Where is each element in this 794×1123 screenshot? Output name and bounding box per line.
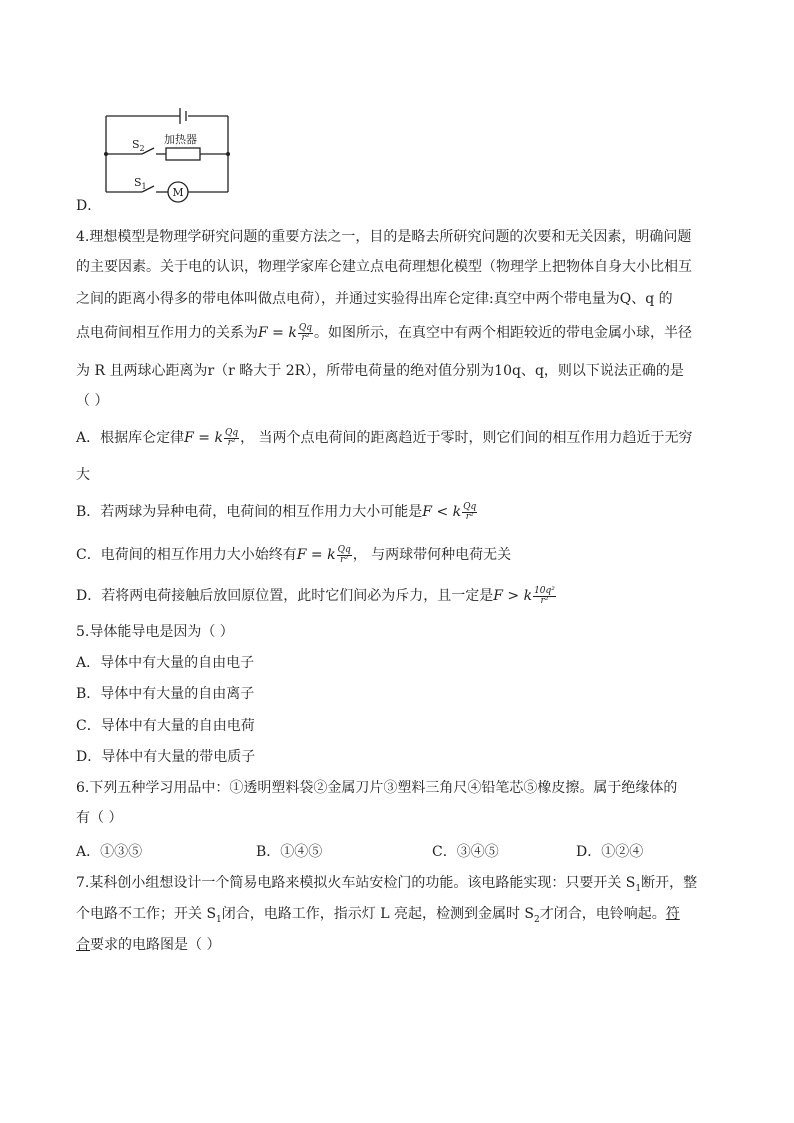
q6-option-c: C．③④⑤ — [432, 844, 499, 860]
q5-option-c: C．导体中有大量的自由电荷 — [76, 718, 255, 734]
q3-option-d: D． — [76, 198, 102, 214]
q4-option-c: C．电荷间的相互作用力大小始终有F = k $\frac{Qq}{\text{r²}}$ ， 与两球带何种电荷无关 — [76, 544, 512, 565]
q4-line-1: 4.理想模型是物理学研究问题的重要方法之一，目的是略去所研究问题的次要和无关因素，明确问题 — [76, 229, 692, 245]
q4-option-a-cont: 大 — [76, 467, 90, 483]
q7-line-3: 合要求的电路图是（ ） — [76, 937, 221, 953]
s2-subscript: 2 — [139, 144, 145, 153]
q5-option-b: B．导体中有大量的自由离子 — [76, 686, 255, 702]
q5-option-a: A．导体中有大量的自由电子 — [76, 655, 255, 671]
q4-line-6: （ ） — [76, 393, 109, 409]
s1-subscript: 1 — [141, 182, 147, 191]
s1-label: S — [134, 176, 142, 189]
formula-a: F = k $\frac{Qq}{\text{r²}}$ — [184, 427, 239, 448]
q4-line-4-pre: 点电荷间相互作用力的关系为 — [76, 325, 258, 341]
q4-option-d: D．若将两电荷接触后放回原位置，此时它们间必为斥力，且一定是F > k $\frac{\text{10q²}}{\text{r²}}$ — [76, 585, 555, 606]
circuit-diagram — [100, 100, 240, 204]
q6-option-b: B．①④⑤ — [256, 844, 323, 860]
q4-line-4-post: 。如图所示，在真空中有两个相距较近的带电金属小球，半径 — [313, 325, 692, 341]
q6-option-a: A．①③⑤ — [76, 844, 143, 860]
q4-line-4 — [76, 323, 692, 343]
q6-options — [76, 841, 726, 861]
coulomb-formula: F = k $\frac{Qq}{\text{r²}}$ — [258, 322, 312, 343]
q4-line-5: 为 R 且两球心距离为r（r 略大于 2R），所带电荷量的绝对值分别为10q、q，则以下说法正确的是 — [76, 363, 684, 379]
formula-d: F > k $\frac{\text{10q²}}{\text{r²}}$ — [493, 585, 555, 606]
heater-label: 加热器 — [164, 133, 197, 146]
q4-option-b: B．若两球为异种电荷，电荷间的相互作用力大小可能是F < k $\frac{Qq}{\text{r²}}$ — [76, 501, 477, 522]
motor-label: M — [172, 186, 184, 199]
q4-option-a: A．根据库仑定律F = k $\frac{Qq}{\text{r²}}$ ， 当两个点电荷间的距离趋近于零时，则它们间的相互作用力趋近于无穷 — [76, 427, 693, 448]
q4-line-2: 的主要因素。关于电的认识，物理学家库仑建立点电荷理想化模型（物理学上把物体自身大小比相互 — [76, 259, 692, 275]
q6-option-d: D．①②④ — [576, 844, 644, 860]
q7-line-1: 7.某科创小组想设计一个简易电路来模拟火车站安检门的功能。该电路能实现：只要开关 $S_1$断开，整 — [76, 875, 698, 894]
q5-option-d: D．导体中有大量的带电质子 — [76, 749, 256, 765]
svg-text:S1 — [134, 176, 147, 191]
q7-line-2: 个电路不工作；开关 $S_1$闭合，电路工作，指示灯 L 亮起，检测到金属时 $S_2$才闭合，电铃响起。符 — [76, 906, 680, 925]
formula-c: F = k $\frac{Qq}{\text{r²}}$ — [296, 544, 351, 565]
q5-stem: 5.导体能导电是因为（ ） — [76, 624, 234, 640]
q4-line-3: 之间的距离小得多的带电体叫做点电荷），并通过实验得出库仑定律:真空中两个带电量为Q、q 的 — [76, 291, 673, 307]
q6-line-1: 6.下列五种学习用品中：①透明塑料袋②金属刀片③塑料三角尺④铅笔芯⑤橡皮擦。属于绝缘体的 — [76, 780, 678, 796]
s2-label: S — [132, 138, 140, 151]
svg-text:S2 — [132, 138, 145, 153]
q6-line-2: 有（ ） — [76, 810, 123, 826]
formula-b: F < k $\frac{Qq}{\text{r²}}$ — [422, 501, 477, 522]
